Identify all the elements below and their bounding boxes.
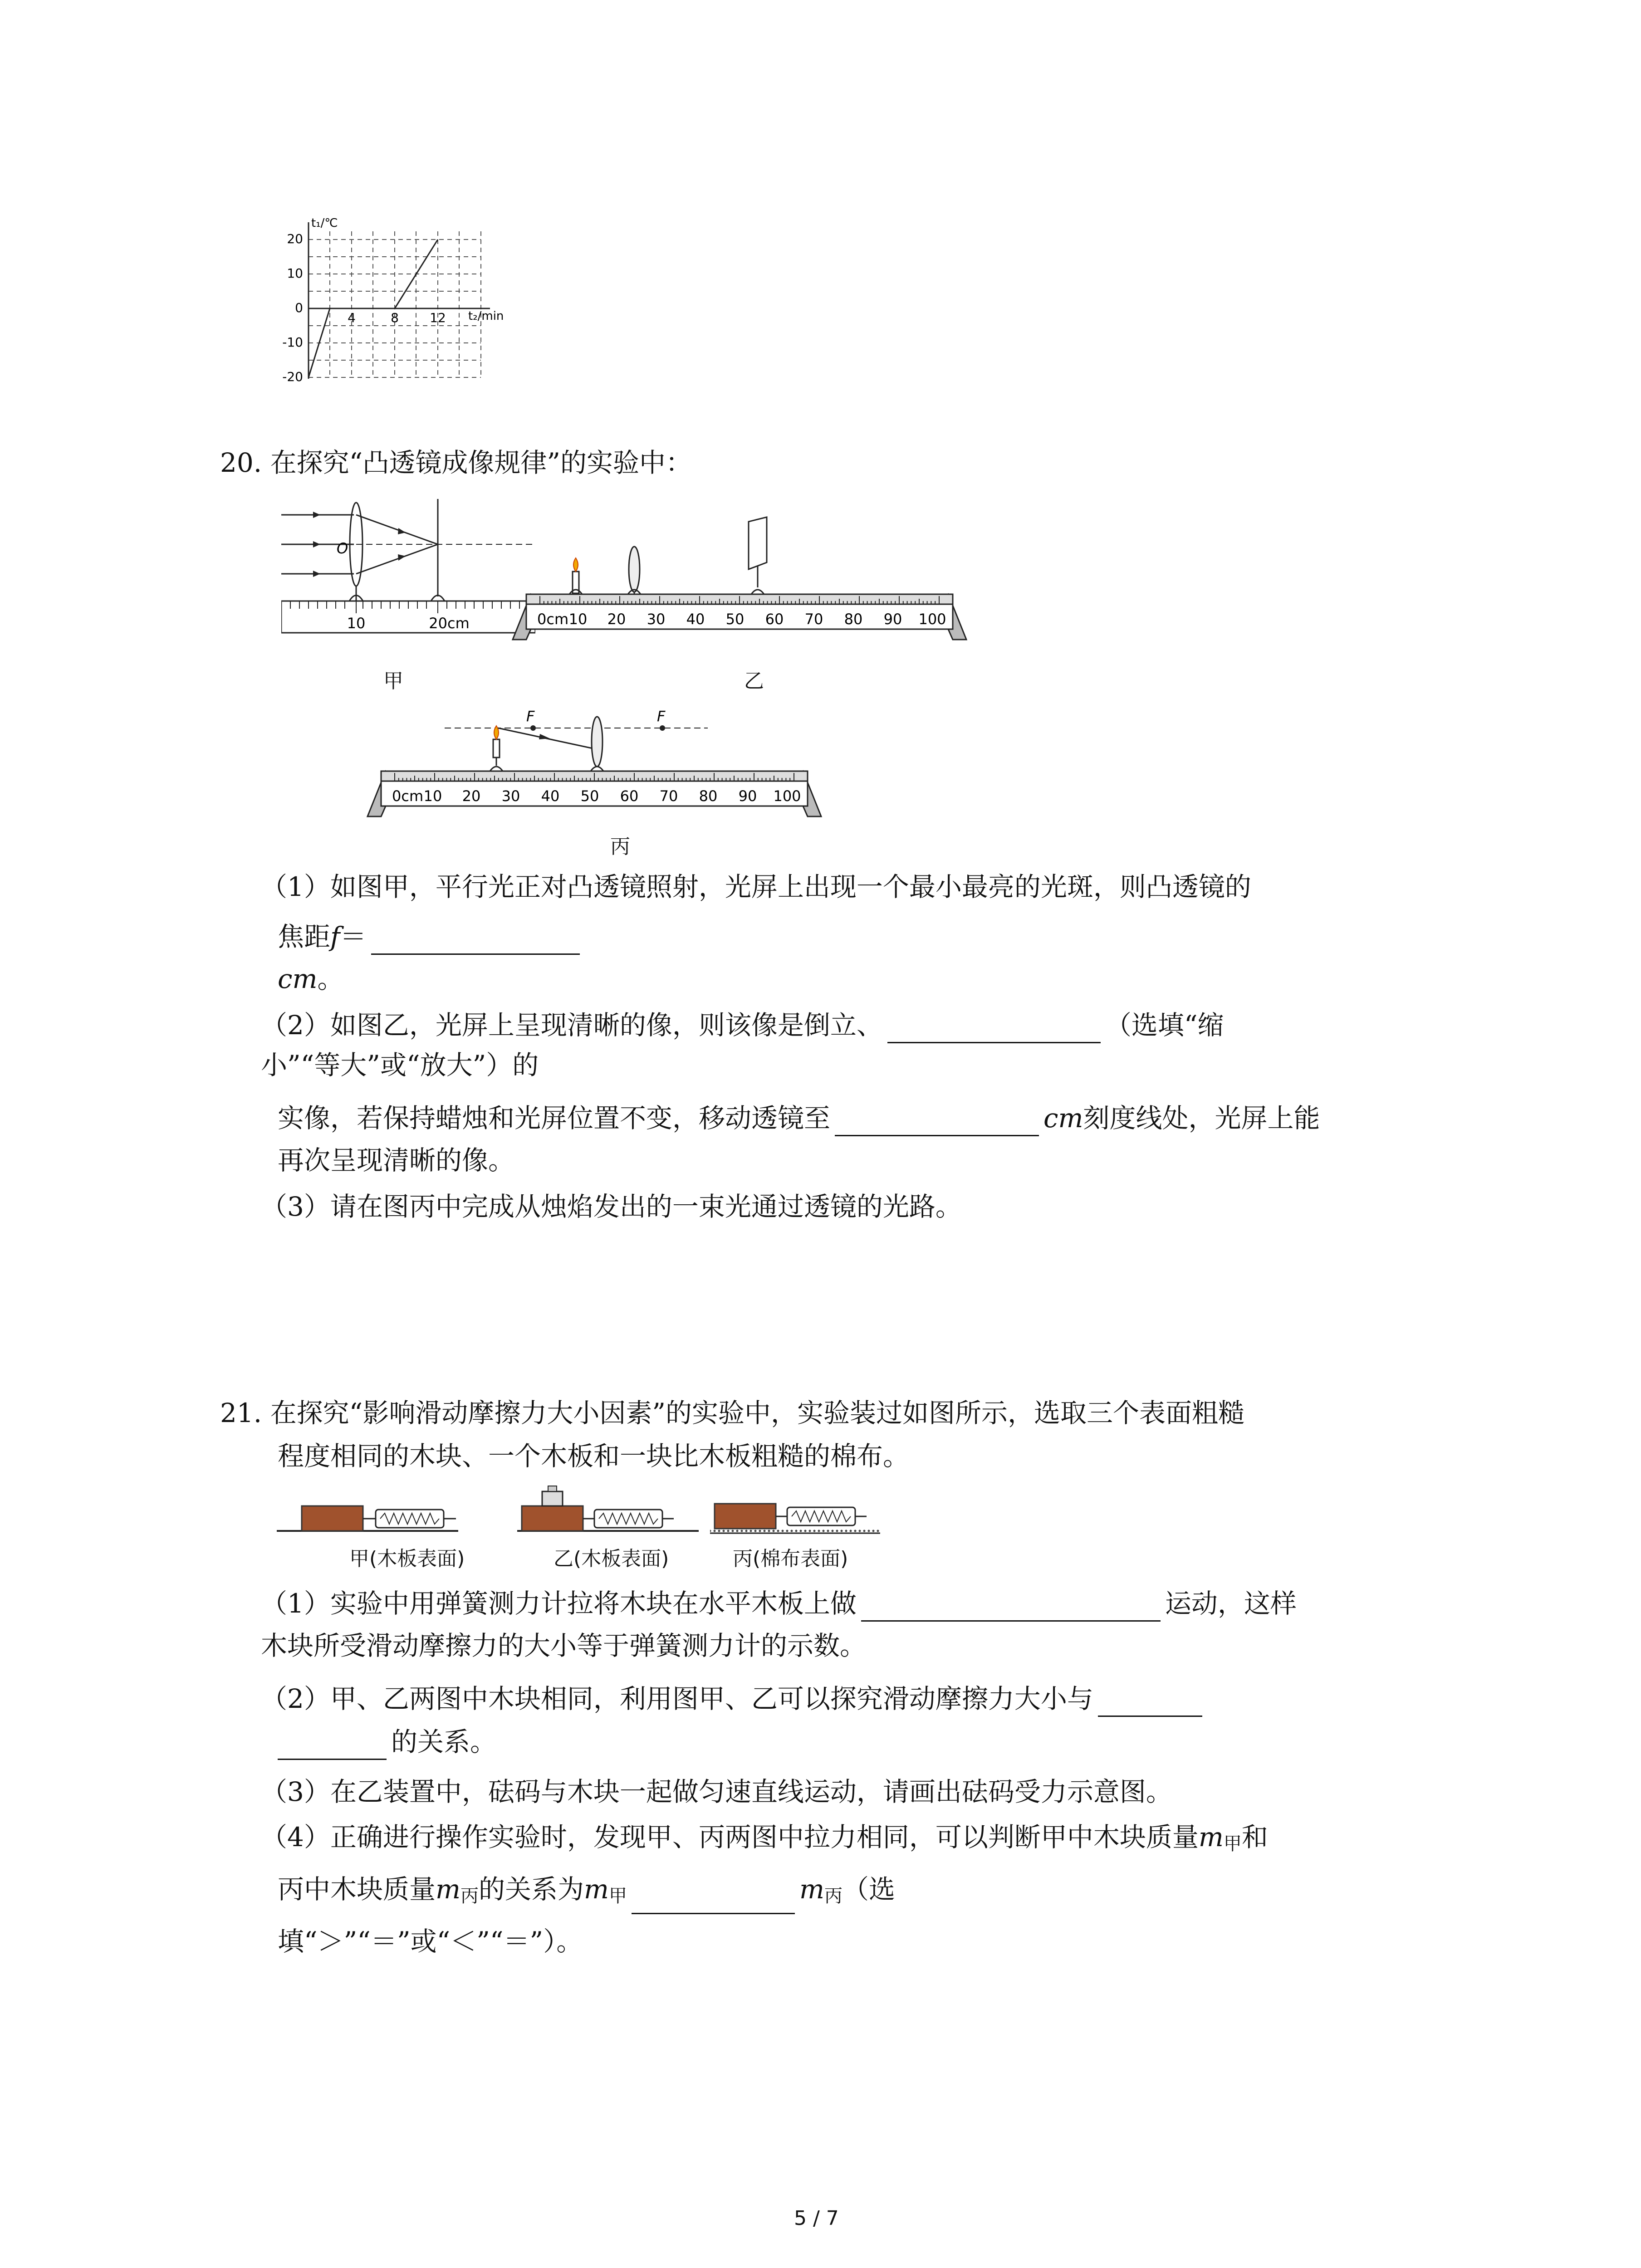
ruler-label: 50 — [725, 611, 745, 628]
ruler-label: 30 — [501, 787, 520, 805]
q20-p2-text-e: 刻度线处，光屏上能 — [1083, 1103, 1320, 1134]
q20-p2-line1 — [261, 1007, 1224, 1043]
q21-p2-line1 — [261, 1681, 1207, 1717]
ruler-label: 50 — [580, 787, 599, 805]
q20-p2-line4: 再次呈现清晰的像。 — [278, 1145, 515, 1176]
q21-figure — [277, 1483, 880, 1542]
q20-p2-text-b: （选填“缩 — [1105, 1010, 1224, 1041]
q21-p4-m4: m — [799, 1874, 825, 1905]
q21-title-line1: 21. 在探究“影响滑动摩擦力大小因素”的实验中，实验装过如图所示，选取三个表面粗糙 — [220, 1398, 1244, 1428]
graph-ylabel: t₁/℃ — [311, 216, 338, 230]
caption-yi-board: 乙(木板表面) — [554, 1547, 669, 1570]
q21-p1-text-a: （1）实验中用弹簧测力计拉将木块在水平木板上做 — [261, 1588, 857, 1619]
q20-image-size-blank[interactable] — [887, 1017, 1101, 1043]
ruler-label: 0cm — [392, 787, 424, 805]
q21-motion-blank[interactable] — [861, 1595, 1161, 1622]
q21-p4-m3: m — [584, 1874, 609, 1905]
graph-ytick: -10 — [282, 335, 303, 350]
q21-p1-line1 — [261, 1585, 1297, 1622]
q20-p1-text: 焦距 — [278, 921, 331, 952]
label-o: O — [337, 540, 348, 557]
q20-p1-line1: （1）如图甲，平行光正对凸透镜照射，光屏上出现一个最小最亮的光斑，则凸透镜的 — [261, 871, 1251, 902]
q21-p4-m2: m — [436, 1874, 461, 1905]
q21-p4-text-c: 的关系为 — [479, 1874, 584, 1905]
graph-xlabel: t₂/min — [468, 309, 504, 323]
f-label-left: F — [526, 708, 535, 725]
q21-p4-line1 — [261, 1819, 1268, 1862]
ruler-label: 40 — [541, 787, 560, 805]
temperature-time-graph — [272, 213, 554, 395]
q21-p4-line2 — [278, 1871, 895, 1914]
graph-ytick: 20 — [287, 231, 303, 246]
q20-figure-bing — [354, 708, 844, 830]
ruler-label: 20 — [607, 611, 626, 628]
ruler-label: 90 — [738, 787, 757, 805]
ruler-label: 100 — [918, 611, 946, 628]
q21-p2-line2 — [278, 1724, 496, 1760]
ruler-label: 10 — [423, 787, 442, 805]
graph-xtick: 8 — [391, 310, 399, 325]
ruler-label: 80 — [844, 611, 863, 628]
f-label-right: F — [657, 708, 666, 725]
ruler-label: 60 — [765, 611, 784, 628]
caption-jia: 甲 — [383, 670, 403, 693]
graph-ytick: -20 — [282, 369, 303, 384]
caption-bing: 丙 — [610, 835, 630, 858]
ruler-label: 70 — [659, 787, 678, 805]
caption-jia-board: 甲(木板表面) — [349, 1547, 465, 1570]
graph-xtick: 12 — [430, 310, 446, 325]
q21-mass-relation-blank[interactable] — [632, 1887, 795, 1914]
tick-20cm: 20cm — [429, 615, 470, 632]
q20-title: 20. 在探究“凸透镜成像规律”的实验中： — [220, 447, 692, 478]
q21-p4-line3: 填“＞”“＝”或“＜”“＝”）。 — [278, 1926, 583, 1957]
ruler-label: 60 — [620, 787, 639, 805]
q20-p1-eq: ＝ — [340, 921, 367, 952]
q21-p2-text-b: 的关系。 — [391, 1726, 497, 1757]
q21-p3: （3）在乙装置中，砝码与木块一起做匀速直线运动，请画出砝码受力示意图。 — [261, 1776, 1172, 1807]
q20-p1-end: 。 — [317, 963, 344, 994]
q21-factor-blank[interactable] — [1098, 1690, 1202, 1717]
q21-p1-line2: 木块所受滑动摩擦力的大小等于弹簧测力计的示数。 — [261, 1630, 867, 1661]
q20-p1-unit: cm — [278, 963, 318, 994]
q20-p2-unit: cm — [1043, 1103, 1083, 1134]
q20-focal-length-blank[interactable] — [371, 928, 580, 955]
graph-xtick: 4 — [348, 310, 356, 325]
q20-lens-position-blank[interactable] — [835, 1110, 1039, 1136]
caption-yi: 乙 — [744, 670, 764, 693]
q21-p4-sub-bing: 丙 — [460, 1886, 479, 1906]
q21-p4-he: 和 — [1241, 1822, 1268, 1853]
caption-bing-cloth: 丙(棉布表面) — [733, 1547, 848, 1570]
q20-p3: （3）请在图丙中完成从烛焰发出的一束光通过透镜的光路。 — [261, 1191, 962, 1222]
q21-p4-text-a: （4）正确进行操作实验时，发现甲、丙两图中拉力相同，可以判断甲中木块质量 — [261, 1822, 1199, 1853]
q21-p1-text-b: 运动，这样 — [1165, 1588, 1297, 1619]
ruler-label: 20 — [462, 787, 481, 805]
ruler-label: 80 — [699, 787, 718, 805]
q21-factor-blank-cont[interactable] — [278, 1733, 387, 1760]
q21-p4-sub-jia: 甲 — [1223, 1833, 1242, 1854]
q20-p1-f: f — [330, 921, 340, 952]
tick-10: 10 — [347, 615, 366, 632]
q20-figure-jia — [281, 490, 535, 662]
ruler-label: 10 — [568, 611, 588, 628]
q20-p2-text-a: （2）如图乙，光屏上呈现清晰的像，则该像是倒立、 — [261, 1010, 883, 1041]
q20-p1-line2 — [278, 919, 584, 955]
q21-p4-text-d: （选 — [843, 1874, 896, 1905]
q21-p4-m: m — [1198, 1822, 1224, 1853]
graph-ytick: 0 — [295, 300, 303, 315]
ruler-label: 100 — [773, 787, 801, 805]
q20-p2-line3 — [278, 1100, 1320, 1136]
graph-ytick: 10 — [287, 266, 303, 281]
ruler-label: 70 — [804, 611, 823, 628]
page-number: 5 / 7 — [794, 2207, 839, 2230]
q21-title-line2: 程度相同的木块、一个木板和一块比木板粗糙的棉布。 — [278, 1441, 910, 1471]
ruler-label: 40 — [686, 611, 705, 628]
q21-p2-text-a: （2）甲、乙两图中木块相同，利用图甲、乙可以探究滑动摩擦力大小与 — [261, 1683, 1093, 1714]
ruler-label: 30 — [647, 611, 666, 628]
q20-figure-yi — [504, 513, 975, 653]
q21-p4-sub-jia2: 甲 — [609, 1886, 627, 1906]
q20-p1-line3 — [278, 961, 344, 997]
ruler-label: 0cm — [537, 611, 569, 628]
q20-p2-line2: 小”“等大”或“放大”）的 — [261, 1050, 539, 1080]
q21-p4-sub-bing2: 丙 — [824, 1886, 843, 1906]
q21-p4-text-b: 丙中木块质量 — [278, 1874, 436, 1905]
ruler-label: 90 — [883, 611, 902, 628]
q20-p2-text-d: 实像，若保持蜡烛和光屏位置不变，移动透镜至 — [278, 1103, 831, 1134]
